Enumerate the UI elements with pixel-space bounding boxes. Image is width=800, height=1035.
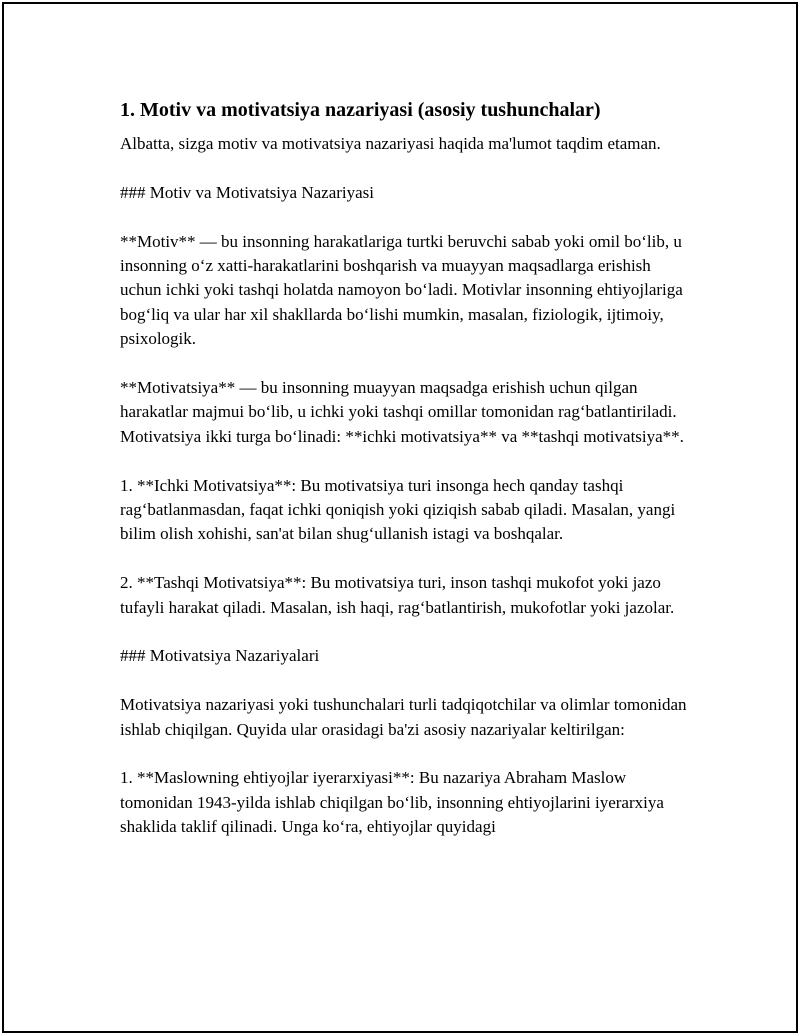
paragraph-motiv-definition: **Motiv** — bu insonning harakatlariga turtki beruvchi sabab yoki omil bo‘lib, u insonning o‘z xatti-harakatlarini boshqarish va muayyan maqsadlarga erishish uchun ichki yoki tashqi holatda namoyon bo‘ladi. Motivlar insonning ehtiyojlariga bog‘liq va ular har xil shakllarda bo‘lishi mumkin, masalan, fiziologik, ijtimoiy, psixologik. <box>120 231 683 349</box>
paragraph-maslow: 1. **Maslowning ehtiyojlar iyerarxiyasi**: Bu nazariya Abraham Maslow tomonidan 1943-yilda ishlab chiqilgan bo‘lib, insonning ehtiyojlarini iyerarxiya shaklida taklif qilinadi. Unga ko‘ra, ehtiyojlar quyidagi <box>120 768 664 837</box>
paragraph-subheading-motiv: ### Motiv va Motivatsiya Nazariyasi <box>120 182 375 202</box>
paragraph-ichki-motivatsiya: 1. **Ichki Motivatsiya**: Bu motivatsiya turi insonga hech qanday tashqi rag‘batlanmasdan, faqat ichki qoniqish yoki qiziqish sabab qiladi. Masalan, yangi bilim olish xohishi, san'at bilan shug‘ullanish istagi va boshqalar. <box>120 475 676 544</box>
section-heading: 1. Motiv va motivatsiya nazariyasi (asosiy tushunchalar) <box>120 99 601 121</box>
paragraph-intro: Albatta, sizga motiv va motivatsiya nazariyasi haqida ma'lumot taqdim etaman. <box>120 134 661 153</box>
paragraph-subheading-nazariyalar: ### Motivatsiya Nazariyalari <box>120 646 320 666</box>
document-page <box>2 2 798 1033</box>
paragraph-motivatsiya-definition: **Motivatsiya** — bu insonning muayyan maqsadga erishish uchun qilgan harakatlar majmui bo‘lib, u ichki yoki tashqi omillar tomonidan rag‘batlantiriladi. Motivatsiya ikki turga bo‘linadi: **ichki motivatsiya** va **tashqi motivatsiya**. <box>120 378 684 446</box>
paragraph-nazariyalar-intro: Motivatsiya nazariyasi yoki tushunchalari turli tadqiqotchilar va olimlar tomonidan ishlab chiqilgan. Quyida ular orasidagi ba'zi asosiy nazariyalar keltirilgan: <box>120 695 687 739</box>
paragraph-tashqi-motivatsiya: 2. **Tashqi Motivatsiya**: Bu motivatsiya turi, inson tashqi mukofot yoki jazo tufayli harakat qiladi. Masalan, ish haqi, rag‘batlantirish, mukofotlar yoki jazolar. <box>120 573 675 617</box>
document-body <box>120 96 690 864</box>
